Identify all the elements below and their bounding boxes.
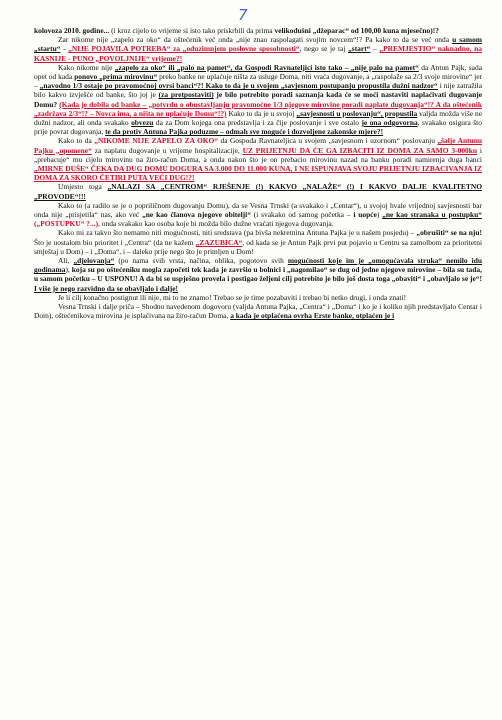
text-run: da Antun Pajk, sada opet od kada — [34, 62, 482, 82]
text-run: je bilo potrebito poradi saznanja kada će se moći nastaviti naplaćivati dugovanje Domu? — [34, 90, 482, 109]
text-run: UZ PRIJETNJU DA ĆE GA IZBACITI IZ DOMA ZA SAMO 3-000kn — [242, 145, 478, 155]
text-run: je ona odgovorna — [361, 118, 418, 128]
text-run: „navodno 1/3 ostaje po pravomoćnoj ovrsi banci“?! Kako to da je u svojem „savjesnom postupanju propustila dužni nadzor“ — [39, 81, 438, 91]
text-run: Vesna Trnski i dalje priča – Shodno navedenom dogovoru (valjda Antuna Pajka, „Centra“ i „Doma“ i ko je i koliko njih predstavljalo Centar i Dom), oštećenikova mirovina je isplaćivana na žiro-račun Doma, — [34, 302, 482, 321]
text-run: Umjesto toga — [58, 182, 108, 192]
paragraph — [34, 63, 482, 137]
text-run: velikodušni „džeparac“ od 100,00 kuna mjesečno)!? — [274, 26, 439, 35]
text-run: „šalje Antunu Pajku „opomene“ — [34, 136, 482, 155]
text-run: valjda možda više ne dužni nadzor, ali onda svakako — [34, 108, 482, 128]
text-run: te da protiv Antuna Pajka poduzme – odmah sve moguće i dozvoljene zakonske mjere?! — [105, 127, 384, 137]
text-run: (po nama svih vrsta, načina, oblika, pogotovo svih — [114, 256, 288, 266]
paragraph — [34, 228, 482, 256]
text-run: „NIJE POJAVILA POTREBA“ za „oduzimnjem poslovne sposobnosti“ — [68, 44, 300, 54]
paragraph — [34, 26, 482, 35]
text-run: , od kada se je Antun Pajk prvi put pojavio u Centru sa zamolbom za prioritetni smještaj u Dom) – i „Doma“, i – daleko prije nego što je primljen u Dom! — [34, 237, 482, 256]
text-run: (i kroz cijelo to vrijeme si isto tako priskrbili da prima — [111, 26, 275, 35]
text-run: Kako mi za takvo što nemamo niti mogućnosti, niti sredstava (pa bivša nekretnina Antuna Pajka je u našem posjedu) – — [58, 228, 417, 238]
text-run: obvezu — [131, 118, 154, 128]
text-run: ponovo „prima mirovinu“ — [74, 72, 158, 82]
text-run: i „prebacuje“ mu cijelu mirovinu na žiro-račun Doma, a onda nakon što je on prebacio mirovinu nazad na banku poradi namirenja duga banci — [34, 145, 482, 164]
document-body — [34, 26, 482, 716]
text-run: (Kada je dobila od banke – „potvrdu o obustavljanju pravomoćne 1/3 njegove mirovine poradi naplate dugovanja“!? A da oštećenik „zadržava 2/3“!? – Novca ima, a ništa ne uplaćuje Domu“!?) — [34, 99, 482, 118]
text-run: - — [60, 44, 69, 54]
text-run: „zapelo za oko“ ili „palo na pamet“, da Gospodi Ravnateljici isto tako – „nije palo na pamet“ — [114, 62, 419, 72]
paragraph — [34, 256, 482, 293]
text-run: Kako to (a radilo se je o popriličnom dugovanju Domu), da se Vesna Trnski (a svakako i „Centar“), u svojoj hvale vrijednoj savjesnosti bar onda nije „prisjetila“ nas, ako već — [34, 200, 482, 220]
text-run: „ZAZUBICA“ — [195, 237, 243, 247]
text-run: Kako nikome nije — [58, 62, 115, 72]
text-run: „ne kao članova njegove obitelji“ — [142, 210, 251, 220]
text-run: „NALAZI SA „CENTROM“ RJEŠENJE (!) KAKVO „NALAŽE“ (!) I KAKVO DALJE KVALITETNO „PROVODE“!!! — [34, 182, 482, 201]
text-run: i uopće — [353, 210, 377, 220]
text-run: preko banke ne uplaćuje ništa za usluge Doma, niti vraća dugovanje, a „raspolaže sa 2/3 svoje mirovine“ jer – — [34, 72, 482, 91]
text-run: „djelovanja“ — [73, 256, 115, 266]
text-run: da Gospoda Ravnateljica u svojem „savjesnom i uzornom“ poslovanju — [218, 136, 438, 146]
text-run: „savjesnosti u poslovanju“, propustila — [296, 108, 418, 118]
text-run: „obrušiti“ se na nju! — [416, 228, 482, 238]
text-run: kolovoza 2010. godine... — [34, 26, 112, 35]
paragraph — [34, 293, 482, 302]
paragraph — [34, 182, 482, 200]
text-run: „PREMJESTIO“ naknadno, na KASNIJE - PUNO „POVOLJNIJE“ vrijeme?! — [34, 44, 482, 63]
text-run: i nije zatražila bilo kakvo izvješće od banke, što joj je — [34, 81, 482, 100]
text-run: „start“ — [348, 44, 371, 54]
text-run: Je li cilj konačno postignut ili nije, mi to ne znamo! Trebao se je time pozabaviti i trebao bi netko drugi, i onda znati! — [58, 292, 407, 302]
text-run: a kada je otplaćena ovrha Erste banke, otplaćen je i — [230, 311, 395, 321]
text-run: „ne kao stranaka u postupku“ — [382, 210, 482, 220]
text-run: Što je uostalom bio prioritet i „Centra“ (da ne kažem — [34, 237, 196, 247]
paragraph — [34, 35, 482, 63]
text-run: , onda svakako kao osoba koje bi možda bilo dužne vraćati njegova dugovanja. — [98, 219, 334, 229]
paragraph — [34, 302, 482, 320]
text-run: , svakako osigura što prije povrat dugovanja, — [34, 118, 482, 137]
text-run: Kako to da je u svojoj — [226, 108, 297, 118]
text-run: „NIKOME NIJE ZAPELO ZA OKO“ — [94, 136, 219, 146]
text-run: – — [370, 44, 380, 54]
text-run: da za Dom kojega ona predstavlja i za čije poslovanje i sve ostalo — [153, 118, 362, 128]
text-run: („POSTUPKU“ ?...) — [34, 219, 99, 229]
paragraph — [34, 201, 482, 229]
text-run: Kako to da — [58, 136, 95, 146]
text-run: ), — [65, 265, 72, 275]
text-run: mogućnosti koje im je „omogućavala struka“ nemilo idu godinama — [34, 256, 482, 275]
text-run: „MIRNE DUŠE“ ČEKA DA DUG DOMU DOGURA SA 3.000 DO 11.000 KUNA, I NE ISPUNJAVA SVOJU PRIJETNJU IZBACIVANJA IZ DOMA ZA SKORO ČETIRI PUTA VEĆI DUG!?! — [34, 164, 482, 183]
paragraph — [34, 136, 482, 182]
text-run: (i svakako od samog početka – — [250, 210, 354, 220]
text-run: Ali, — [58, 256, 74, 266]
text-run: u samom „startu“ — [34, 35, 482, 54]
text-run: A da bi se uspješno provela i postigao željeni cilj potrebito je bilo još dosta toga „obaviti“ i „obavljalo se je“! — [137, 274, 482, 284]
text-run: (za pretpostaviti) — [158, 90, 214, 100]
page-number: 7 — [238, 6, 248, 24]
text-run: ) — [376, 210, 383, 220]
text-run: I više je nego razvidno da se obavljalo i dalje! — [34, 283, 178, 293]
text-run: za naplatu dugovanje u vrijeme hospitalizacije, — [91, 145, 243, 155]
text-run: Zar nikome nije „zapelo za oko“ da oštećenik već onda „nije znao raspolagati svojim novcem“!? Pa kako to da se već onda — [58, 35, 453, 45]
text-run: koja su po oštećeniku mogla započeti tek kada je završio u bolnici i „nagomilao“ se dug od jedne njegove mirovine – bila su tada, u samom početku – U USPONU! — [34, 265, 482, 284]
text-run: , nego se je taj — [299, 44, 349, 54]
